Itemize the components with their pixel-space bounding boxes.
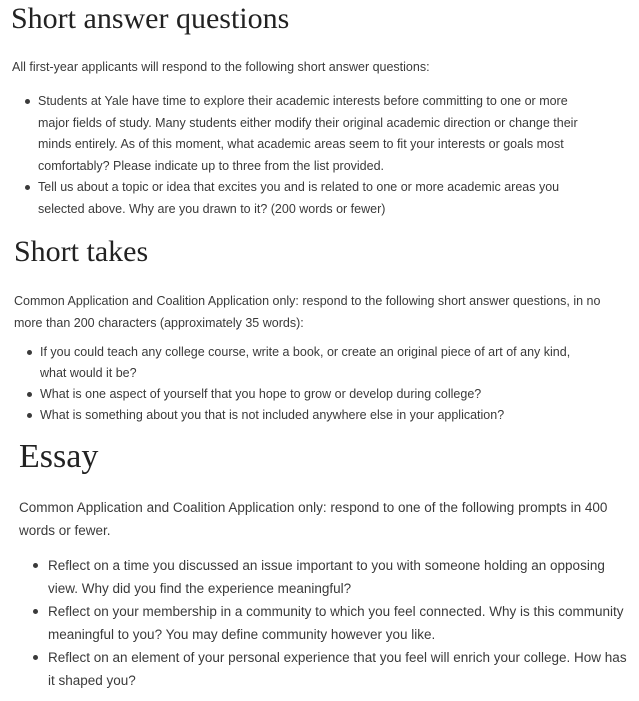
list-item: Students at Yale have time to explore their academic interests before committing to one or more major fields of study. Many students either modify their original academic direction or change their minds entirely. As of this moment, what academic areas seem to fit your interests or goals most comfortably? Please indicate up to three from the list provided. [38, 91, 598, 177]
list-item: What is one aspect of yourself that you hope to grow or develop during college? [40, 384, 580, 405]
list-item: Reflect on an element of your personal experience that you feel will enrich your college. How has it shaped you? [48, 646, 633, 692]
list-item: Reflect on your membership in a community to which you feel connected. Why is this community meaningful to you? You may define community however you like. [48, 600, 633, 646]
section-intro: Common Application and Coalition Application only: respond to the following short answer questions, in no more than 200 characters (approximately 35 words): [14, 294, 601, 330]
section-intro: All first-year applicants will respond to the following short answer questions: [12, 60, 430, 74]
section-heading: Short takes [14, 235, 149, 268]
question-list [40, 342, 580, 426]
question-list [38, 91, 598, 220]
list-item: If you could teach any college course, write a book, or create an original piece of art of any kind, what would it be? [40, 342, 580, 384]
section-heading: Essay [19, 438, 99, 475]
list-item: Tell us about a topic or idea that excites you and is related to one or more academic areas you selected above. Why are you drawn to it? (200 words or fewer) [38, 177, 598, 220]
list-item: What is something about you that is not included anywhere else in your application? [40, 405, 580, 426]
prompt-list [48, 554, 633, 692]
list-item: Reflect on a time you discussed an issue important to you with someone holding an opposing view. Why did you find the experience meaningful? [48, 554, 633, 600]
section-heading: Short answer questions [11, 2, 290, 35]
section-intro: Common Application and Coalition Application only: respond to one of the following prompts in 400 words or fewer. [19, 500, 608, 538]
